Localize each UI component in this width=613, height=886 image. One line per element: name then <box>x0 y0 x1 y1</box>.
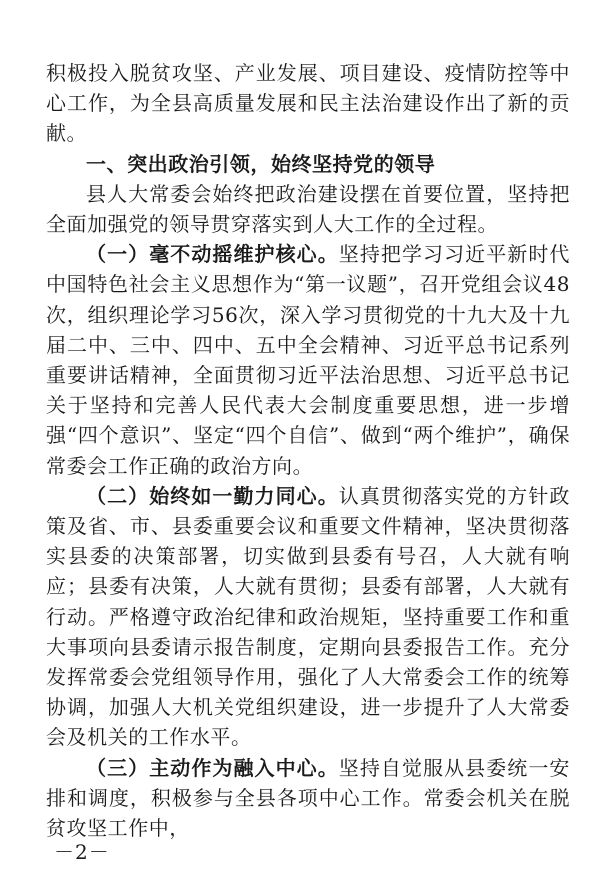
body-text <box>46 58 570 843</box>
intro-paragraph: 积极投入脱贫攻坚、产业发展、项目建设、疫情防控等中心工作，为全县高质量发展和民主法治建设作出了新的贡献。 <box>46 61 570 146</box>
item-heading-1: （一）毫不动摇维护核心。 <box>86 242 339 267</box>
page-number: －2－ <box>54 840 110 864</box>
item-paragraph-3 <box>46 753 570 844</box>
item-paragraph-1 <box>46 239 570 481</box>
section-heading: 一、突出政治引领，始终坚持党的领导 <box>86 151 436 176</box>
item-paragraph-2 <box>46 481 570 753</box>
item-heading-2: （二）始终如一勤力同心。 <box>86 483 339 508</box>
item-body-2: 认真贯彻落实党的方针政策及省、市、县委重要会议和重要文件精神，坚决贯彻落实县委的决策部署，切实做到县委有号召，人大就有响应；县委有决策，人大就有贯彻；县委有部署，人大就有行动。严格遵守政治纪律和政治规矩，坚持重要工作和重大事项向县委请示报告制度，定期向县委报告工作。充分发挥常委会党组领导作用，强化了人大常委会工作的统筹协调，加强人大机关党组织建设，进一步提升了人大常委会及机关的工作水平。 <box>46 483 570 750</box>
item-heading-3: （三）主动作为融入中心。 <box>86 755 339 780</box>
item-body-1: 坚持把学习习近平新时代中国特色社会主义思想作为“第一议题”，召开党组会议48次，组织理论学习56次，深入学习贯彻党的十九大及十九届二中、三中、四中、五中全会精神、习近平总书记系列重要讲话精神，全面贯彻习近平法治思想、习近平总书记关于坚持和完善人民代表大会制度重要思想，进一步增强“四个意识”、坚定“四个自信”、做到“两个维护”，确保常委会工作正确的政治方向。 <box>46 242 570 478</box>
section-intro-paragraph: 县人大常委会始终把政治建设摆在首要位置，坚持把全面加强党的领导贯穿落实到人大工作的全过程。 <box>46 181 570 237</box>
item-body-3: 坚持自觉服从县委统一安排和调度，积极参与全县各项中心工作。常委会机关在脱贫攻坚工作中， <box>46 755 570 841</box>
